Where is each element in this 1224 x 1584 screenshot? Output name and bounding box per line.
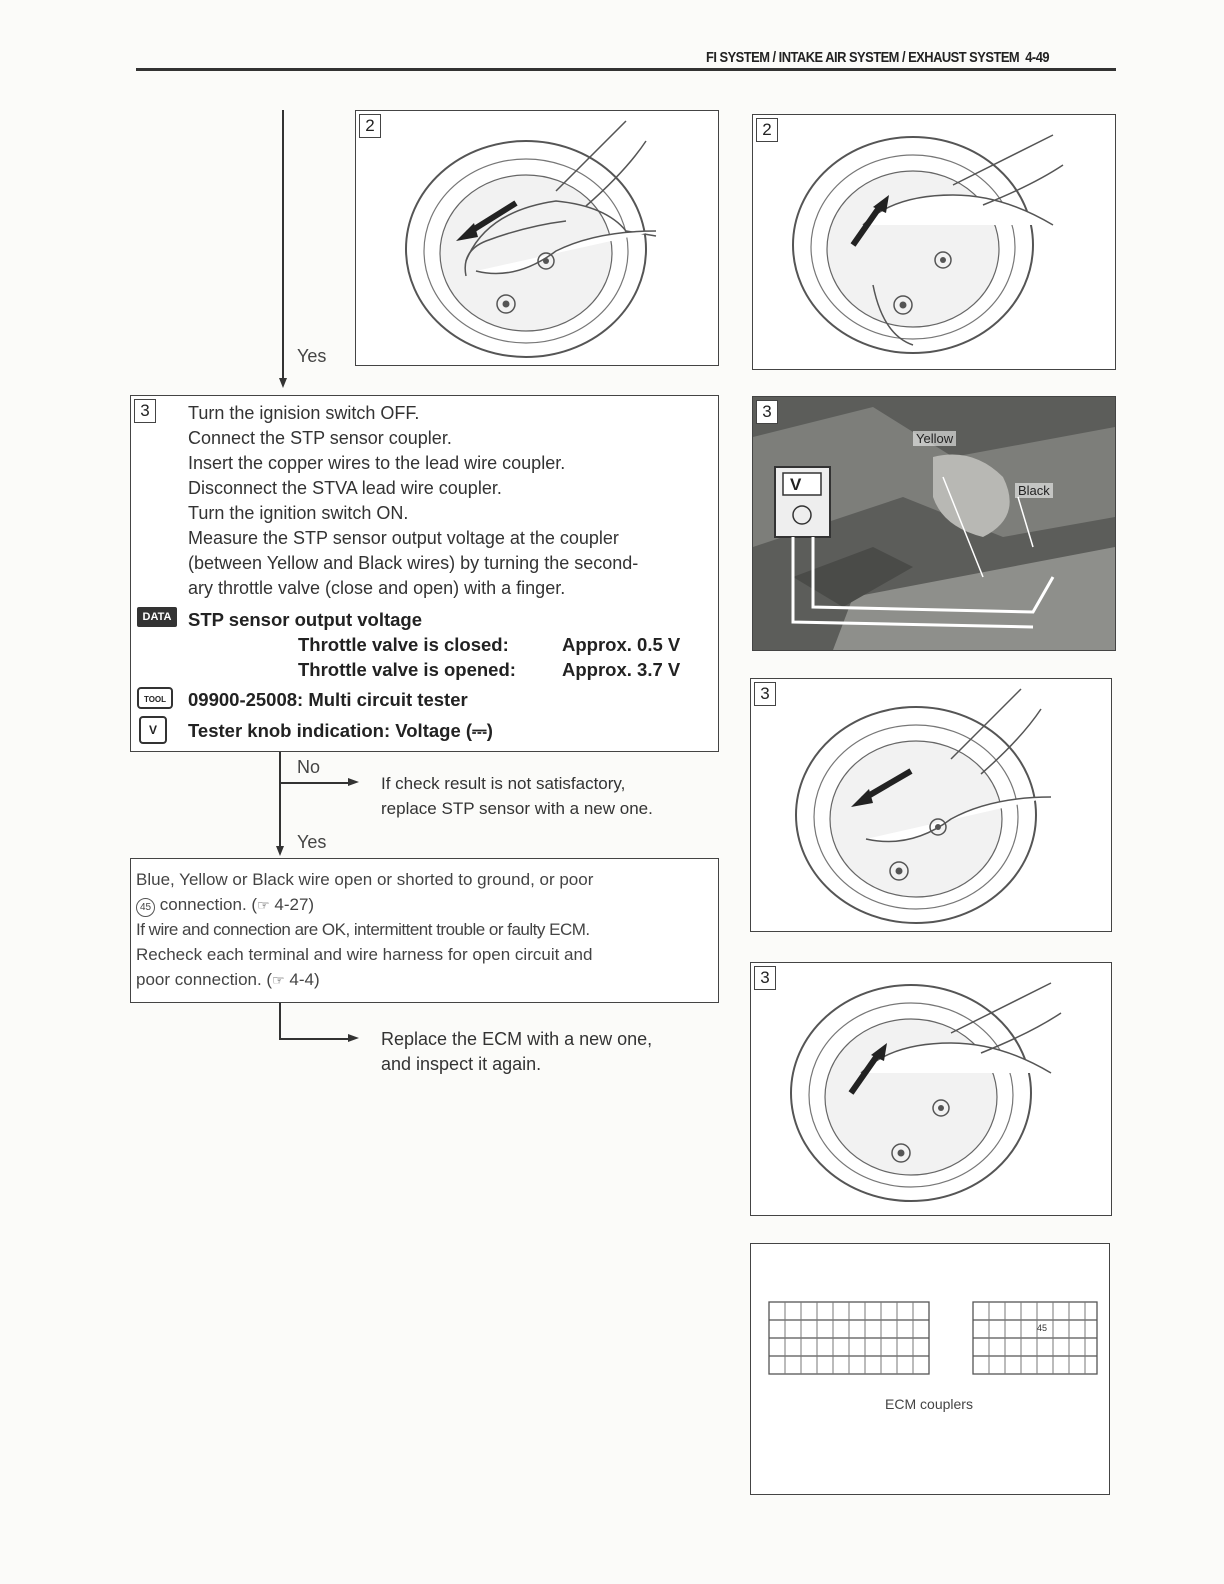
flow-label-yes-2: Yes: [297, 832, 327, 852]
wiring-check-box: [130, 858, 719, 1003]
throttle-finger-drawing-icon: [751, 963, 1109, 1213]
step-tag: 3: [134, 399, 156, 423]
step-3-instructions: [188, 401, 638, 601]
flow-line-mid: [279, 752, 281, 848]
wire-label-yellow: Yellow: [913, 431, 956, 446]
reference-arrow-icon: ☞: [272, 972, 285, 988]
check-line-1: Blue, Yellow or Black wire open or shorted to ground, or poor: [136, 870, 594, 889]
ecm-coupler-diagram-icon: [751, 1244, 1107, 1444]
flow-line-final: [279, 1038, 349, 1040]
step-3-procedure-box: [130, 395, 719, 752]
figure-tester-photo: [752, 396, 1116, 651]
instruction-line: Turn the ignision switch OFF.: [188, 403, 420, 423]
flow-label-no: No: [297, 757, 321, 777]
flow-arrow-down-icon: [276, 846, 284, 856]
figure-ecm-couplers: [750, 1243, 1110, 1495]
connector-marker-icon: 45: [136, 898, 155, 917]
figure-tag: 2: [756, 118, 778, 142]
flow-line-bottom: [279, 1003, 281, 1039]
closed-value: Approx. 0.5 V: [562, 634, 681, 655]
knob-text: Tester knob indication: Voltage (⎓): [188, 720, 493, 741]
figure-tag: 3: [754, 966, 776, 990]
opened-value: Approx. 3.7 V: [562, 659, 681, 680]
page-number: 4-49: [1025, 49, 1050, 66]
figure-tag: 3: [754, 682, 776, 706]
closed-label: Throttle valve is closed:: [298, 634, 509, 655]
instruction-line: (between Yellow and Black wires) by turning the second-: [188, 553, 639, 573]
instruction-line: Connect the STP sensor coupler.: [188, 428, 452, 448]
flow-line-no: [279, 782, 349, 784]
meter-label: V: [790, 475, 802, 494]
ecm-caption: ECM couplers: [885, 1396, 973, 1412]
throttle-finger-drawing-icon: [356, 111, 716, 363]
flow-line-top: [282, 110, 284, 380]
flow-arrow-right-icon: [348, 1034, 359, 1042]
tester-knob-icon: V: [139, 716, 167, 744]
instruction-line: ary throttle valve (close and open) with a finger.: [188, 578, 566, 598]
flow-label-yes: Yes: [297, 346, 327, 366]
wire-label-black: Black: [1015, 483, 1053, 498]
data-icon: DATA: [137, 607, 177, 627]
tool-text: 09900-25008: Multi circuit tester: [188, 689, 468, 710]
page-header-title: FI SYSTEM / INTAKE AIR SYSTEM / EXHAUST SYSTEM 4-49: [706, 49, 1050, 66]
figure-throttle-close-left: [355, 110, 719, 366]
opened-label: Throttle valve is opened:: [298, 659, 516, 680]
instruction-line: Measure the STP sensor output voltage at the coupler: [188, 528, 619, 548]
throttle-finger-drawing-icon: [753, 115, 1113, 367]
figure-throttle-close-right: [750, 678, 1112, 932]
check-line-4: Recheck each terminal and wire harness for open circuit and: [136, 945, 593, 964]
header-rule: [136, 68, 1116, 71]
check-line-5: poor connection. (☞ 4-4): [136, 970, 320, 989]
flow-arrow-down-icon: [279, 378, 287, 388]
tool-icon: TOOL: [137, 687, 173, 709]
flow-arrow-right-icon: [348, 778, 359, 786]
data-title: STP sensor output voltage: [188, 609, 423, 630]
check-line-3: If wire and connection are OK, intermittent trouble or faulty ECM.: [136, 920, 590, 939]
figure-tag: 3: [756, 400, 778, 424]
reference-arrow-icon: ☞: [257, 897, 270, 913]
instruction-line: Turn the ignition switch ON.: [188, 503, 409, 523]
final-result-text: Replace the ECM with a new one, and inspect it again.: [381, 1029, 653, 1074]
check-line-2: 45 connection. (☞ 4-27): [136, 892, 314, 918]
instruction-line: Disconnect the STVA lead wire coupler.: [188, 478, 502, 498]
instruction-line: Insert the copper wires to the lead wire coupler.: [188, 453, 566, 473]
figure-throttle-open-right: [752, 114, 1116, 370]
ecm-terminal-marker: 45: [1037, 1323, 1048, 1333]
no-result-text: If check result is not satisfactory, replace STP sensor with a new one.: [381, 774, 653, 818]
throttle-finger-drawing-icon: [751, 679, 1109, 929]
figure-throttle-open-right-2: [750, 962, 1112, 1216]
figure-tag: 2: [359, 114, 381, 138]
